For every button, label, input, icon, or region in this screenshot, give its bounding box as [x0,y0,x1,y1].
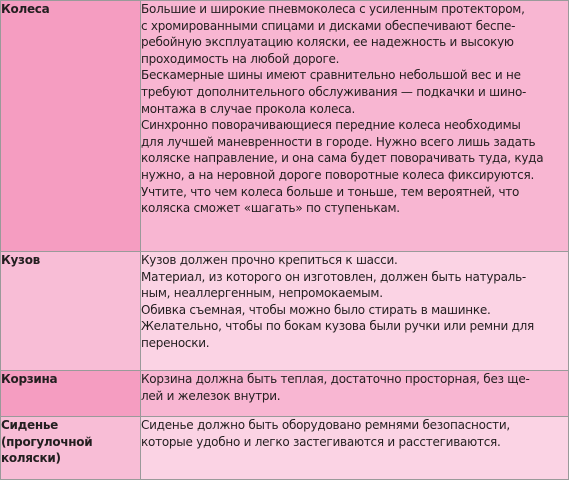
description-line: с хромированными спицами и дисками обеспечивают беспе- [141,18,516,33]
description-line: Большие и широкие пневмоколеса с усиленным протектором, [141,2,525,16]
table-row-wheels [1,1,569,252]
description-line: нужно, а на неровной дороге поворотные колеса фиксируются. [141,167,535,182]
description-line: для лучшей маневренности в городе. Нужно всего лишь задать [141,134,536,149]
row-label: коляски) [1,451,61,466]
row-label: Кузов [1,253,40,267]
row-label: Колеса [1,2,50,16]
row-label-cell [1,417,141,480]
description-line: переноски. [141,335,210,350]
row-label: Корзина [1,372,58,386]
row-label: Сиденье [1,418,58,432]
description-line: Сиденье должно быть оборудовано ремнями безопасности, [141,418,510,432]
description-line: Кузов должен прочно крепиться к шасси. [141,253,398,267]
description-line: лей и железок внутри. [141,388,281,403]
row-description-cell [141,417,569,480]
description-line: Учтите, что чем колеса больше и тоньше, тем вероятней, что [141,184,520,199]
description-line: Обивка съемная, чтобы можно было стирать в машинке. [141,302,491,317]
description-line: ным, неаллергенным, непромокаемым. [141,286,383,301]
description-line: Бескамерные шины имеют сравнительно небольшой вес и не [141,68,521,83]
description-line: ребойную эксплуатацию коляски, ее надежность и высокую [141,35,514,50]
description-line: коляске направление, и она сама будет поворачивать туда, куда [141,151,544,166]
description-line: монтажа в случае прокола колеса. [141,101,356,116]
row-label-cell [1,371,141,417]
description-line: Материал, из которого он изготовлен, должен быть натураль- [141,269,526,284]
description-line: Корзина должна быть теплая, достаточно просторная, без ще- [141,372,530,386]
description-line: Желательно, чтобы по бокам кузова были ручки или ремни для [141,319,535,334]
table-row-body [1,252,569,371]
row-description-cell [141,371,569,417]
row-label-cell [1,1,141,252]
description-line: Синхронно поворачивающиеся передние колеса необходимы [141,118,521,133]
row-label: (прогулочной [1,434,93,449]
row-label-cell [1,252,141,371]
table-row-basket [1,371,569,417]
table-row-seat [1,417,569,480]
description-line: проходимость на любой дороге. [141,51,340,66]
description-line: требуют дополнительного обслуживания — подкачки и шино- [141,84,527,99]
row-description-cell [141,1,569,252]
row-description-cell [141,252,569,371]
description-line: которые удобно и легко застегиваются и расстегиваются. [141,434,501,449]
description-line: коляска сможет «шагать» по ступенькам. [141,201,400,216]
